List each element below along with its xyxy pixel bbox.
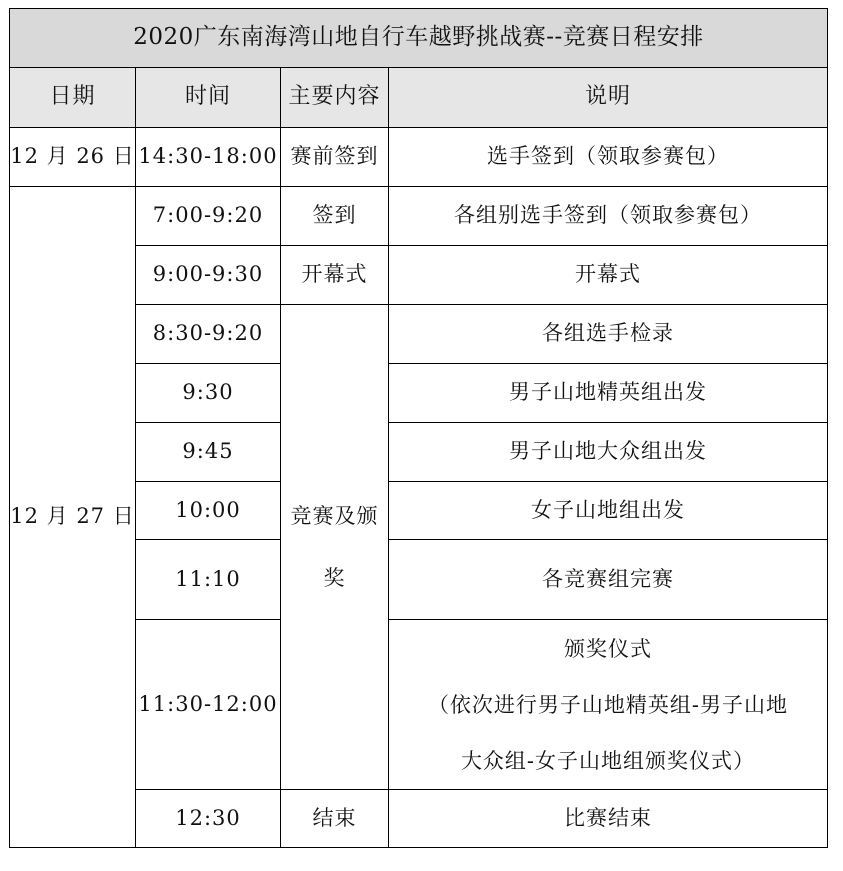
table-row — [10, 187, 828, 246]
content-cell: 开幕式 — [281, 246, 389, 305]
date-cell: 12 月 26 日 — [10, 128, 136, 187]
time-cell: 8:30-9:20 — [136, 305, 281, 364]
description-line: 大众组-女子山地组颁奖仪式） — [460, 748, 756, 773]
content-cell: 竞赛及颁奖 — [281, 305, 389, 790]
description-line: （依次进行男子山地精英组-男子山地 — [427, 692, 789, 717]
header-row — [10, 68, 828, 128]
time-cell: 7:00-9:20 — [136, 187, 281, 246]
description-cell — [389, 620, 828, 790]
content-cell: 赛前签到 — [281, 128, 389, 187]
content-cell: 签到 — [281, 187, 389, 246]
description-cell: 各组别选手签到（领取参赛包） — [389, 187, 828, 246]
header-time: 时间 — [136, 68, 281, 128]
header-content: 主要内容 — [281, 68, 389, 128]
table-row — [10, 128, 828, 187]
time-cell: 9:00-9:30 — [136, 246, 281, 305]
time-cell: 14:30-18:00 — [136, 128, 281, 187]
title-row — [10, 9, 828, 68]
schedule-table — [9, 8, 828, 848]
header-date: 日期 — [10, 68, 136, 128]
time-cell: 11:30-12:00 — [136, 620, 281, 790]
description-cell: 各竞赛组完赛 — [389, 540, 828, 620]
description-cell: 选手签到（领取参赛包） — [389, 128, 828, 187]
description-cell: 女子山地组出发 — [389, 482, 828, 540]
description-cell: 比赛结束 — [389, 790, 828, 848]
time-cell: 10:00 — [136, 482, 281, 540]
description-cell: 男子山地大众组出发 — [389, 423, 828, 482]
table-title: 2020广东南海湾山地自行车越野挑战赛--竞赛日程安排 — [10, 9, 828, 68]
description-cell: 各组选手检录 — [389, 305, 828, 364]
time-cell: 9:45 — [136, 423, 281, 482]
description-line: 颁奖仪式 — [564, 636, 652, 661]
time-cell: 9:30 — [136, 364, 281, 423]
content-cell: 结束 — [281, 790, 389, 848]
date-cell: 12 月 27 日 — [10, 187, 136, 848]
time-cell: 11:10 — [136, 540, 281, 620]
description-cell: 男子山地精英组出发 — [389, 364, 828, 423]
time-cell: 12:30 — [136, 790, 281, 848]
header-description: 说明 — [389, 68, 828, 128]
description-cell: 开幕式 — [389, 246, 828, 305]
